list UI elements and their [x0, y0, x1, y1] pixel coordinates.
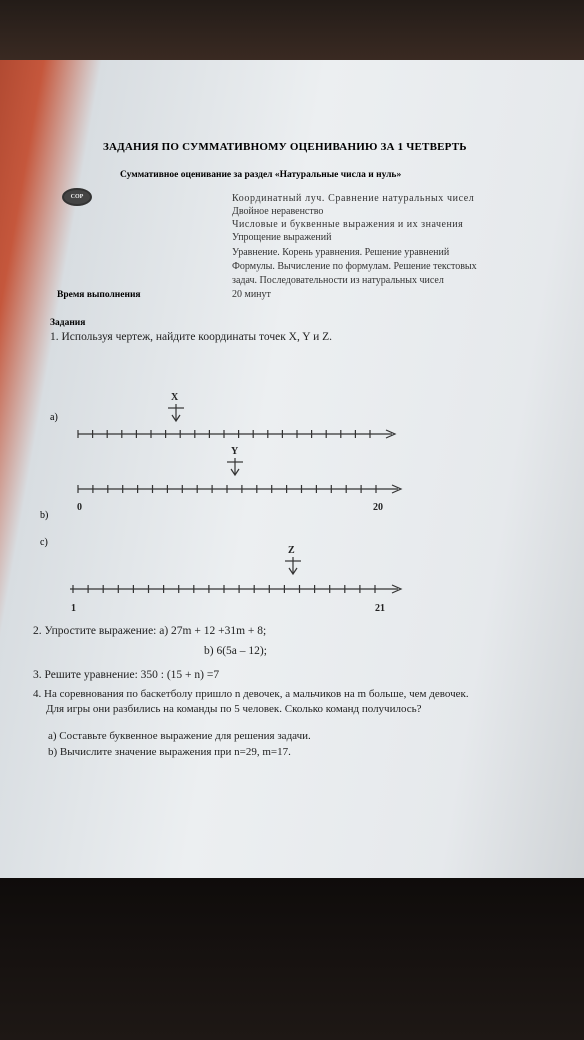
task-4-line-1: 4. На соревнования по баскетболу пришло n девочек, а мальчиков на m больше, чем девочек. [33, 688, 469, 700]
task-4-sub-b: b) Вычислите значение выражения при n=29, m=17. [48, 746, 291, 758]
time-value: 20 минут [232, 289, 271, 300]
topic-6: Формулы. Вычисление по формулам. Решение текстовых [232, 261, 477, 272]
topic-3: Числовые и буквенные выражения и их значения [232, 219, 464, 230]
topic-5: Уравнение. Корень уравнения. Решение уравнений [232, 247, 450, 258]
task-4-sub-a: а) Составьте буквенное выражение для решения задачи. [48, 730, 311, 742]
topic-7: задач. Последовательности из натуральных чисел [232, 275, 444, 286]
task-2-text-a: 2. Упростите выражение: а) 27m + 12 +31m + 8; [33, 625, 267, 637]
line-b-label: b) [40, 510, 49, 521]
page-subtitle: Суммативное оценивание за раздел «Натуральные числа и нуль» [120, 170, 402, 180]
task-2-text-b: b) 6(5a – 12); [204, 645, 267, 657]
line-c-end-label: 21 [375, 603, 385, 614]
point-x-label: X [171, 392, 179, 403]
logo-icon: СОР [62, 188, 92, 206]
monitor-bezel-top [0, 0, 584, 62]
topic-1: Координатный луч. Сравнение натуральных чисел [232, 193, 475, 204]
topic-4: Упрощение выражений [232, 232, 332, 243]
point-z-label: Z [288, 545, 295, 556]
task-1-text: 1. Используя чертеж, найдите координаты точек X, Y и Z. [50, 331, 332, 343]
line-c-start-label: 1 [71, 603, 76, 614]
task-4-line-2: Для игры они разбились на команды по 5 человек. Сколько команд получилось? [46, 703, 422, 715]
page-title: ЗАДАНИЯ ПО СУММАТИВНОМУ ОЦЕНИВАНИЮ ЗА 1 ЧЕТВЕРТЬ [103, 141, 467, 153]
line-b-start-label: 0 [77, 502, 82, 513]
line-c-label: c) [40, 537, 48, 548]
task-3-text: 3. Решите уравнение: 350 : (15 + n) =7 [33, 669, 220, 681]
time-label: Время выполнения [57, 290, 141, 300]
point-y-label: Y [231, 446, 239, 457]
monitor-bezel-bottom [0, 878, 584, 1040]
line-b-end-label: 20 [373, 502, 383, 513]
line-a-label: a) [50, 412, 58, 423]
tasks-heading: Задания [50, 318, 86, 328]
topic-2: Двойное неравенство [232, 206, 324, 217]
